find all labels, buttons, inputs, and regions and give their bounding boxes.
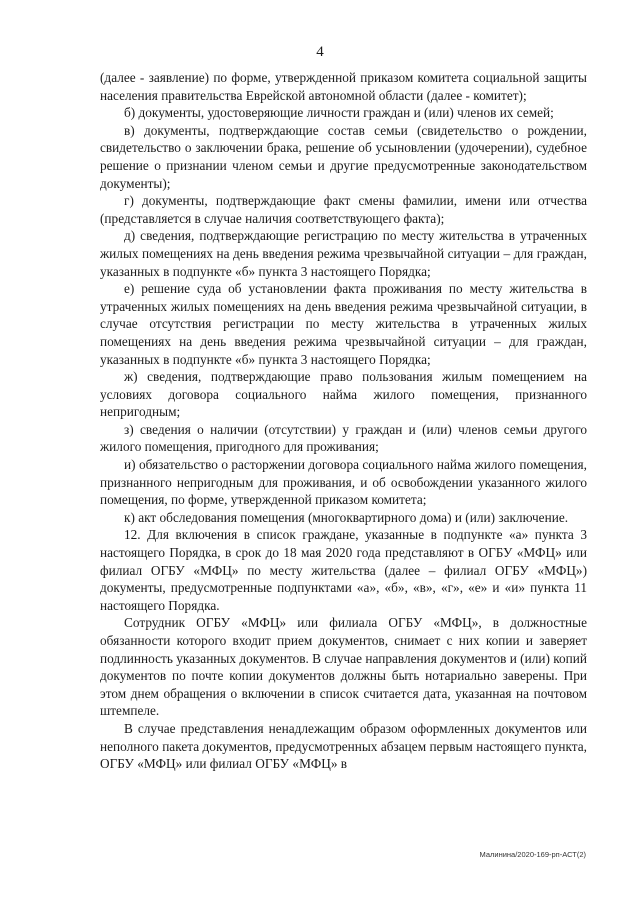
paragraph-item-zh: ж) сведения, подтверждающие право пользования жилым помещением на условиях договора социального найма жилого помещения, признанного непригодным; xyxy=(100,369,587,420)
paragraph-improper-documents: В случае представления ненадлежащим образом оформленных документов или неполного пакета документов, предусмотренных абзацем первым настоящего пункта, ОГБУ «МФЦ» или филиал ОГБУ «МФЦ» в xyxy=(100,720,587,772)
paragraph-application-continuation: (далее - заявление) по форме, утвержденной приказом комитета социальной защиты населения правительства Еврейской автономной области (далее - комитет); xyxy=(100,70,587,103)
paragraph-clause-12: 12. Для включения в список граждане, указанные в подпункте «а» пункта 3 настоящего Порядка, в срок до 18 мая 2020 года представляют в ОГБУ «МФЦ» или филиал ОГБУ «МФЦ» по месту жительства (далее – филиал ОГБУ «МФЦ») документы, предусмотренные подпунктами «а», «б», «в», «г», «е» и «и» пункта 11 настоящего Порядка. xyxy=(100,527,587,613)
paragraph-item-g: г) документы, подтверждающие факт смены фамилии, имени или отчества (представляется в случае наличия соответствующего факта); xyxy=(100,193,587,226)
paragraph-item-e: е) решение суда об установлении факта проживания по месту жительства в утраченных жилых помещениях на день введения режима чрезвычайной ситуации, в случае отсутствия регистрации по месту жительства в утраченных жилых помещениях на день введения режима чрезвычайной ситуации – для граждан, указанных в подпункте «б» пункта 3 настоящего Порядка; xyxy=(100,281,587,367)
paragraph-item-d: д) сведения, подтверждающие регистрацию по месту жительства в утраченных жилых помещениях на день введения режима чрезвычайной ситуации – для граждан, указанных в подпункте «б» пункта 3 настоящего Порядка; xyxy=(100,228,587,279)
document-reference-code: Малинина/2020-169-рп-АСТ(2) xyxy=(479,850,586,859)
page-number: 4 xyxy=(316,44,324,60)
document-body xyxy=(100,69,587,773)
paragraph-item-v: в) документы, подтверждающие состав семьи (свидетельство о рождении, свидетельство о заключении брака, решение об усыновлении (удочерении), судебное решение о признании членом семьи и другие предусмотренные законодательством документы); xyxy=(100,122,587,191)
paragraph-item-i: и) обязательство о расторжении договора социального найма жилого помещения, признанного непригодным для проживания, и об освобождении указанного жилого помещения, по форме, утвержденной приказом комитета; xyxy=(100,457,587,508)
paragraph-mfc-employee: Сотрудник ОГБУ «МФЦ» или филиала ОГБУ «МФЦ», в должностные обязанности которого входит прием документов, снимает с них копии и заверяет подлинность указанных документов. В случае направления документов и (или) копий документов по почте копии документов должны быть нотариально заверены. При этом днем обращения о включении в список считается дата, указанная на почтовом штемпеле. xyxy=(100,615,587,719)
paragraph-item-z: з) сведения о наличии (отсутствии) у граждан и (или) членов семьи другого жилого помещения, пригодного для проживания; xyxy=(100,421,587,455)
paragraph-item-b: б) документы, удостоверяющие личности граждан и (или) членов их семей; xyxy=(124,105,554,121)
paragraph-item-k: к) акт обследования помещения (многоквартирного дома) и (или) заключение. xyxy=(124,509,569,525)
